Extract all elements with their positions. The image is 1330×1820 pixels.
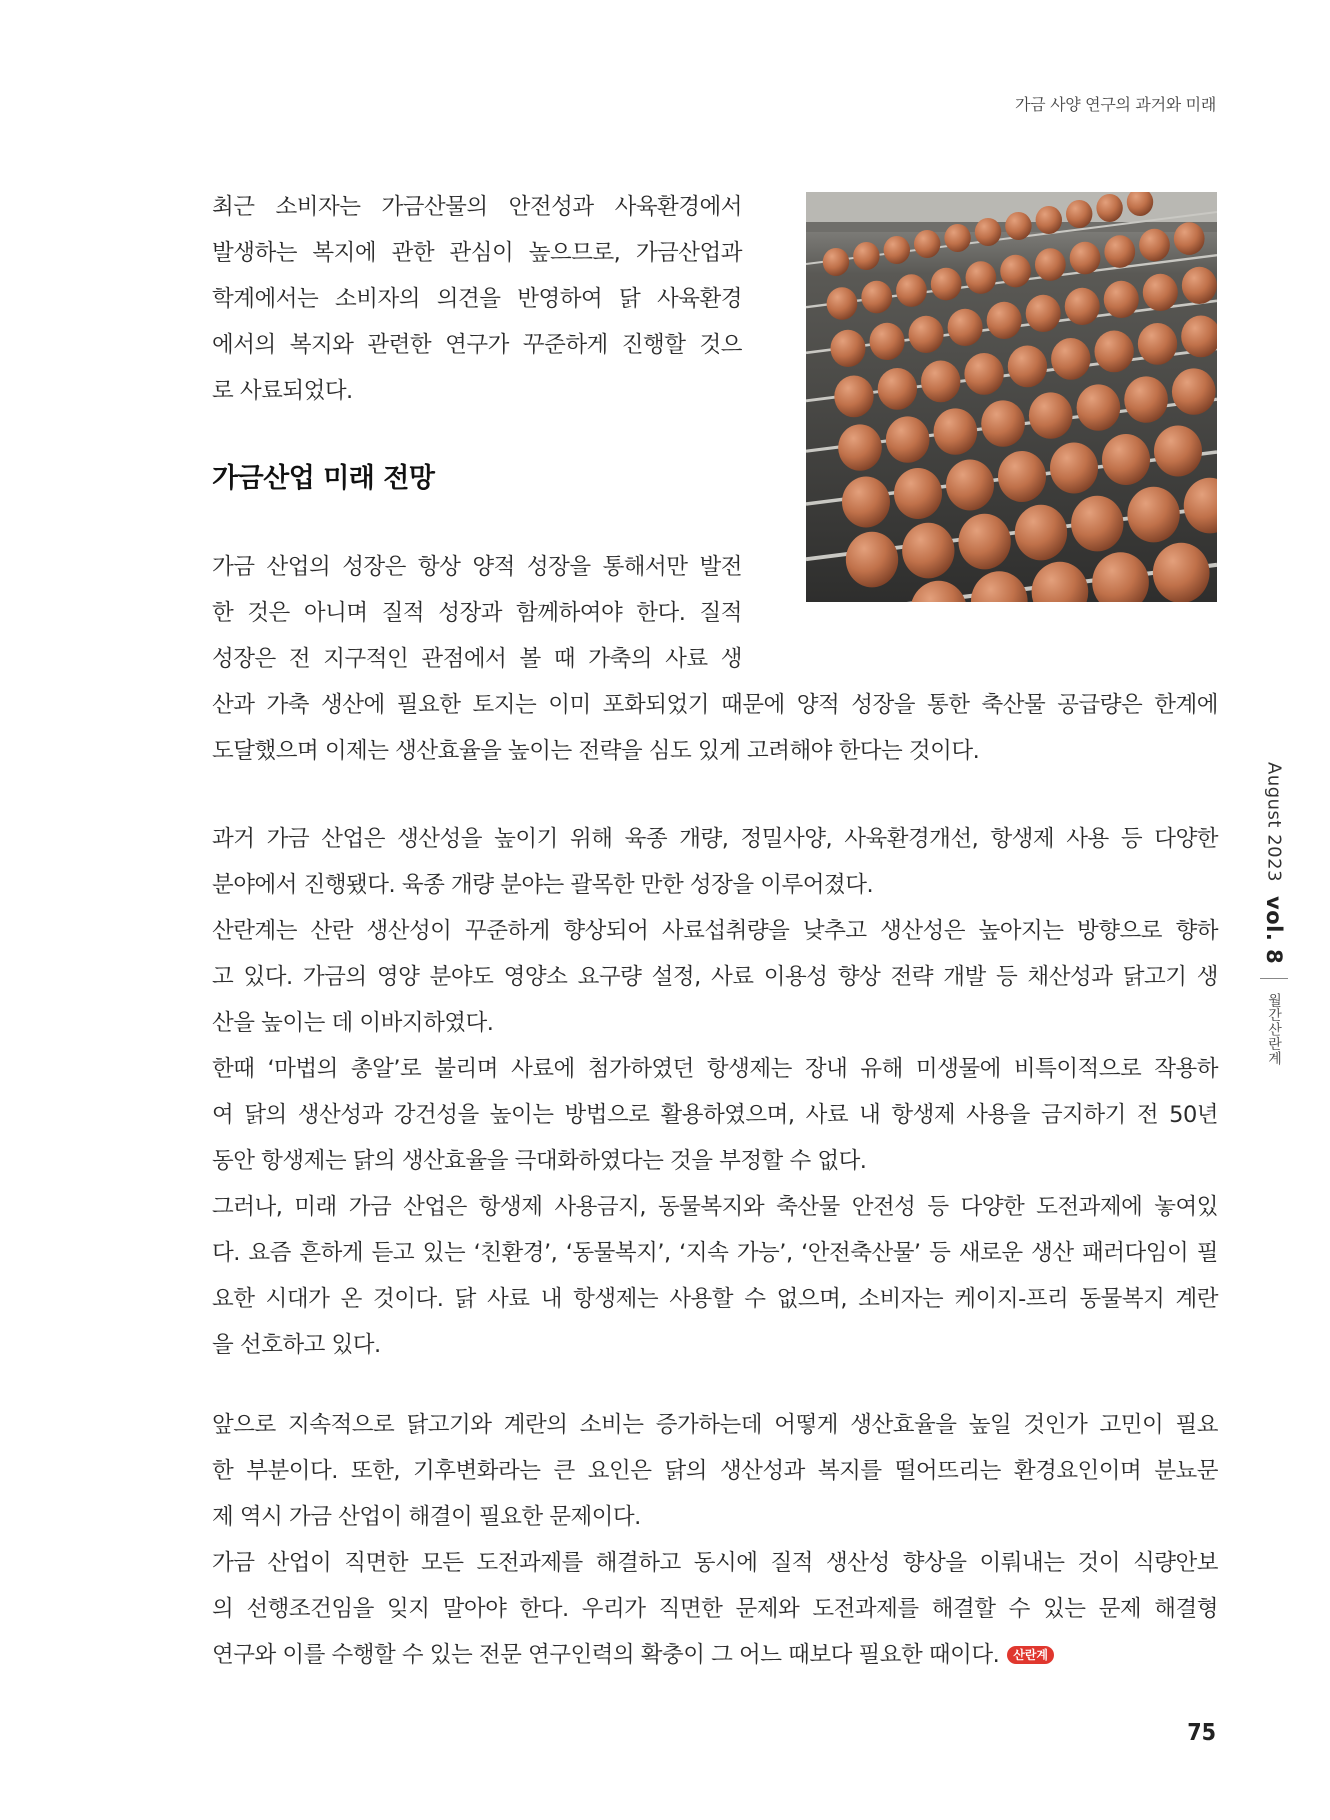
egg-shape: [878, 368, 917, 410]
egg-shape: [894, 468, 942, 519]
text-line: 앞으로 지속적으로 닭고기와 계란의 소비는 증가하는데 어떻게 생산효율을 높일 것인가 고민이 필요: [212, 1412, 1218, 1438]
text-line: 성장은 전 지구적인 관점에서 볼 때 가축의 사료 생: [212, 646, 742, 672]
egg-shape: [834, 375, 873, 417]
egg-shape: [1154, 426, 1202, 477]
egg-shape: [914, 230, 940, 258]
text-line: 고 있다. 가금의 영양 분야도 영양소 요구량 설정, 사료 이용성 향상 전략 개발 등 채산성과 닭고기 생: [212, 964, 1218, 990]
paragraph-1-left: [212, 544, 742, 682]
egg-shape: [1153, 543, 1210, 602]
egg-shape: [886, 416, 930, 462]
egg-shape: [934, 408, 978, 454]
text-line: 산란계는 산란 생산성이 꾸준하게 향상되어 사료섭취량을 낮추고 생산성은 높아지는 방향으로 향하: [212, 918, 1218, 944]
egg-shape: [1174, 222, 1205, 255]
egg-shape: [1127, 487, 1179, 543]
egg-shape: [902, 523, 954, 579]
egg-shape: [1036, 206, 1062, 234]
egg-shape: [896, 274, 927, 307]
page-number: 75: [1187, 1720, 1216, 1746]
section-heading: 가금산업 미래 전망: [212, 463, 435, 494]
text-line: 도달했으며 이제는 생산효율을 높이는 전략을 심도 있게 고려해야 한다는 것이다.: [212, 738, 980, 764]
egg-shape: [1000, 255, 1031, 288]
intro-paragraph: [212, 184, 742, 414]
paragraph-3: [212, 1402, 1218, 1678]
egg-shape: [870, 323, 905, 360]
text-line: 과거 가금 산업은 생산성을 높이기 위해 육종 개량, 정밀사양, 사육환경개선, 항생제 사용 등 다양한: [212, 826, 1218, 852]
egg-shape: [975, 218, 1001, 246]
text-line: 을 선호하고 있다.: [212, 1332, 381, 1358]
egg-shape: [921, 360, 960, 402]
text-line: 최근 소비자는 가금산물의 안전성과 사육환경에서: [212, 194, 742, 220]
text-line-last: [212, 1632, 1218, 1678]
egg-shape: [981, 400, 1025, 446]
text-line: 학계에서는 소비자의 의견을 반영하여 닭 사육환경: [212, 286, 742, 312]
text-line: 제 역시 가금 산업이 해결이 필요한 문제이다.: [212, 1504, 641, 1530]
text-line: 다. 요즘 흔하게 듣고 있는 ‘친환경’, ‘동물복지’, ‘지속 가능’, ‘안전축산물’ 등 새로운 생산 패러다임이 필: [212, 1240, 1218, 1266]
egg-shape: [946, 460, 994, 511]
text-line: 한 부분이다. 또한, 기후변화라는 큰 요인은 닭의 생산성과 복지를 떨어뜨리는 환경요인이며 분뇨문: [212, 1458, 1218, 1484]
text-line: 그러나, 미래 가금 산업은 항생제 사용금지, 동물복지와 축산물 안전성 등 다양한 도전과제에 놓여있: [212, 1194, 1218, 1220]
egg-shape: [1065, 288, 1100, 325]
text-line: 요한 시대가 온 것이다. 닭 사료 내 항생제는 사용할 수 없으며, 소비자는 케이지-프리 동물복지 계란: [212, 1286, 1218, 1312]
text-line: 가금 산업의 성장은 항상 양적 성장을 통해서만 발전: [212, 554, 742, 580]
egg-shape: [823, 248, 849, 276]
egg-shape: [964, 353, 1003, 395]
text-line: 발생하는 복지에 관한 관심이 높으므로, 가금산업과: [212, 240, 742, 266]
egg-shape: [1066, 200, 1092, 228]
egg-shape: [1139, 229, 1170, 262]
end-mark-logo: 산란계: [1007, 1646, 1054, 1664]
egg-shape: [931, 268, 962, 301]
egg-shape: [1182, 267, 1217, 304]
egg-shape: [1077, 384, 1121, 430]
text-line: 분야에서 진행됐다. 육종 개량 분야는 괄목한 만한 성장을 이루어졌다.: [212, 872, 874, 898]
egg-shape: [1094, 330, 1133, 372]
text-line: 한때 ‘마법의 총알’로 불리며 사료에 첨가하였던 항생제는 장내 유해 미생물에 비특이적으로 작용하: [212, 1056, 1218, 1082]
egg-shape: [909, 316, 944, 353]
egg-shape: [838, 424, 882, 470]
text-line: 연구와 이를 수행할 수 있는 전문 연구인력의 확충이 그 어느 때보다 필요한 때이다.: [212, 1642, 1000, 1668]
text-line: 가금 산업이 직면한 모든 도전과제를 해결하고 동시에 질적 생산성 향상을 이뤄내는 것이 식량안보: [212, 1550, 1218, 1576]
egg-shape: [853, 242, 879, 270]
egg-shape: [1005, 212, 1031, 240]
issue-date: August 2023: [1263, 762, 1285, 883]
text-line: 한 것은 아니며 질적 성장과 함께하여야 한다. 질적: [212, 600, 742, 626]
paragraph-1-full: [212, 682, 1218, 774]
paragraph-2: [212, 816, 1218, 1368]
side-tab: [1254, 762, 1294, 1066]
egg-shape: [884, 236, 910, 264]
text-line: 의 선행조건임을 잊지 말아야 한다. 우리가 직면한 문제와 도전과제를 해결할 수 있는 문제 해결형: [212, 1596, 1218, 1622]
egg-shape: [827, 287, 858, 320]
egg-shape: [830, 330, 865, 367]
egg-shape: [948, 309, 983, 346]
text-line: 산을 높이는 데 이바지하였다.: [212, 1010, 494, 1036]
egg-shape: [944, 224, 970, 252]
egg-shape: [1050, 443, 1098, 494]
egg-shape: [1102, 434, 1150, 485]
egg-shape: [861, 281, 892, 314]
egg-shape: [1104, 281, 1139, 318]
egg-shape: [1029, 392, 1073, 438]
egg-shape: [1051, 338, 1090, 380]
egg-shape: [987, 302, 1022, 339]
egg-shape: [998, 451, 1046, 502]
issue-volume: vol. 8: [1262, 896, 1286, 965]
egg-conveyor-photo: [806, 192, 1217, 602]
running-title: 가금 사양 연구의 과거와 미래: [1014, 95, 1216, 114]
egg-shape: [1071, 496, 1123, 552]
egg-shape: [1172, 368, 1216, 414]
egg-shape: [1035, 248, 1066, 281]
magazine-name: 월간산란계: [1266, 993, 1282, 1066]
side-divider: [1260, 978, 1288, 979]
text-line: 산과 가축 생산에 필요한 토지는 이미 포화되었기 때문에 양적 성장을 통한 축산물 공급량은 한계에: [212, 692, 1218, 718]
egg-shape: [1124, 376, 1168, 422]
egg-shape: [1138, 323, 1177, 365]
egg-shape: [1008, 345, 1047, 387]
egg-shape: [1143, 274, 1178, 311]
egg-shape: [1104, 235, 1135, 268]
egg-shape: [1015, 505, 1067, 561]
text-line: 여 닭의 생산성과 강건성을 높이는 방법으로 활용하였으며, 사료 내 항생제 사용을 금지하기 전 50년: [212, 1102, 1218, 1128]
text-line: 동안 항생제는 닭의 생산효율을 극대화하였다는 것을 부정할 수 없다.: [212, 1148, 867, 1174]
text-line: 로 사료되었다.: [212, 378, 353, 404]
egg-shape: [1070, 242, 1101, 275]
egg-shape: [1096, 194, 1122, 222]
text-line: 에서의 복지와 관련한 연구가 꾸준하게 진행할 것으: [212, 332, 742, 358]
egg-shape: [846, 532, 898, 588]
egg-shape: [958, 514, 1010, 570]
egg-shape: [1026, 295, 1061, 332]
egg-shape: [842, 477, 890, 528]
egg-shape: [966, 261, 997, 294]
